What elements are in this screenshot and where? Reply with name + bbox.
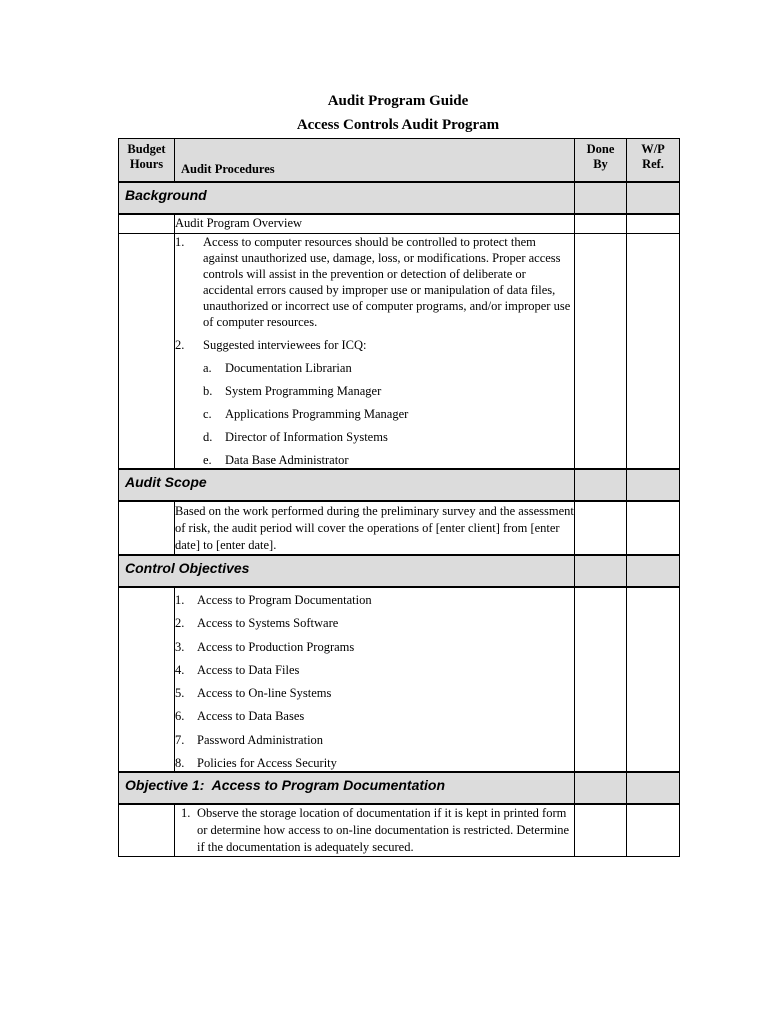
procedure-cell: [175, 587, 575, 772]
budget-cell: [119, 501, 175, 555]
procedure-cell: [175, 804, 575, 857]
section-row-audit-scope: [119, 469, 680, 501]
section-done-cell: [575, 469, 627, 501]
control-objective-item: 4. Access to Data Files: [175, 662, 300, 677]
header-done-by: Done By: [575, 139, 627, 183]
table-row: [119, 501, 680, 555]
list-item: 2. Suggested interviewees for ICQ:: [175, 338, 367, 352]
section-row-objective-1: [119, 772, 680, 804]
section-heading-background: Background: [119, 182, 575, 214]
audit-scope-text: Based on the work performed during the preliminary survey and the assessment of risk, the audit period will cover the operations of [enter client] from [enter date] to [enter date].: [175, 504, 574, 552]
section-heading-control-objectives: Control Objectives: [119, 555, 575, 587]
section-wp-cell: [627, 469, 680, 501]
header-wp-ref: W/P Ref.: [627, 139, 680, 183]
table-row: [119, 587, 680, 772]
budget-cell: [119, 214, 175, 234]
control-objective-item: 1. Access to Program Documentation: [175, 593, 372, 607]
control-objective-item: 2. Access to Systems Software: [175, 616, 339, 631]
section-row-background: [119, 182, 680, 214]
section-done-cell: [575, 182, 627, 214]
interviewee-item: c. Applications Programming Manager: [203, 407, 409, 421]
audit-program-table: [118, 138, 680, 857]
wp-ref-cell: [627, 234, 680, 470]
procedure-cell: [175, 234, 575, 470]
overview-label: Audit Program Overview: [175, 216, 303, 230]
done-by-cell: [575, 234, 627, 470]
document-title: Audit Program Guide: [327, 93, 469, 109]
interviewee-item: b. System Programming Manager: [203, 384, 382, 398]
section-heading-objective-1: Objective 1: Access to Program Documentation: [119, 772, 575, 804]
document-subtitle: Access Controls Audit Program: [296, 117, 500, 133]
done-by-cell: [575, 804, 627, 857]
control-objective-item: 3. Access to Production Programs: [175, 639, 355, 654]
interviewee-item: a. Documentation Librarian: [203, 361, 352, 375]
header-budget-hours: Budget Hours: [119, 139, 175, 183]
budget-cell: [119, 587, 175, 772]
done-by-cell: [575, 501, 627, 555]
control-objective-item: 8. Policies for Access Security: [175, 756, 337, 771]
wp-ref-cell: [627, 501, 680, 555]
interviewee-item: e. Data Base Administrator: [203, 453, 349, 467]
done-by-cell: [575, 587, 627, 772]
table-header-row: [119, 139, 680, 183]
header-audit-procedures: Audit Procedures: [175, 139, 575, 183]
section-wp-cell: [627, 182, 680, 214]
section-row-control-objectives: [119, 555, 680, 587]
budget-cell: [119, 804, 175, 857]
list-item: 1. Observe the storage location of documentation if it is kept in printed form or determine how access to on-line documentation is restricted. Determine if the documentation is adequately secured.: [181, 806, 570, 855]
table-row: [119, 804, 680, 857]
procedure-cell: [175, 501, 575, 555]
section-wp-cell: [627, 772, 680, 804]
list-item: 1. Access to computer resources should be controlled to protect them against unauthorized use, damage, loss, or modifications. Proper access controls will assist in the prevention or detection of deliberate or accidental errors caused by improper use or manipulation of data files, unauthorized or incorrect use of computer programs, and/or improper use of computer resources.: [175, 235, 571, 329]
section-heading-audit-scope: Audit Scope: [119, 469, 575, 501]
interviewee-item: d. Director of Information Systems: [203, 430, 388, 444]
wp-ref-cell: [627, 804, 680, 857]
table-row: [119, 214, 680, 234]
done-by-cell: [575, 214, 627, 234]
control-objective-item: 5. Access to On-line Systems: [175, 686, 332, 701]
control-objective-item: 6. Access to Data Bases: [175, 709, 305, 724]
wp-ref-cell: [627, 214, 680, 234]
table-row: [119, 234, 680, 470]
section-wp-cell: [627, 555, 680, 587]
section-done-cell: [575, 772, 627, 804]
control-objective-item: 7. Password Administration: [175, 732, 324, 747]
budget-cell: [119, 234, 175, 470]
wp-ref-cell: [627, 587, 680, 772]
section-done-cell: [575, 555, 627, 587]
procedure-cell: [175, 214, 575, 234]
